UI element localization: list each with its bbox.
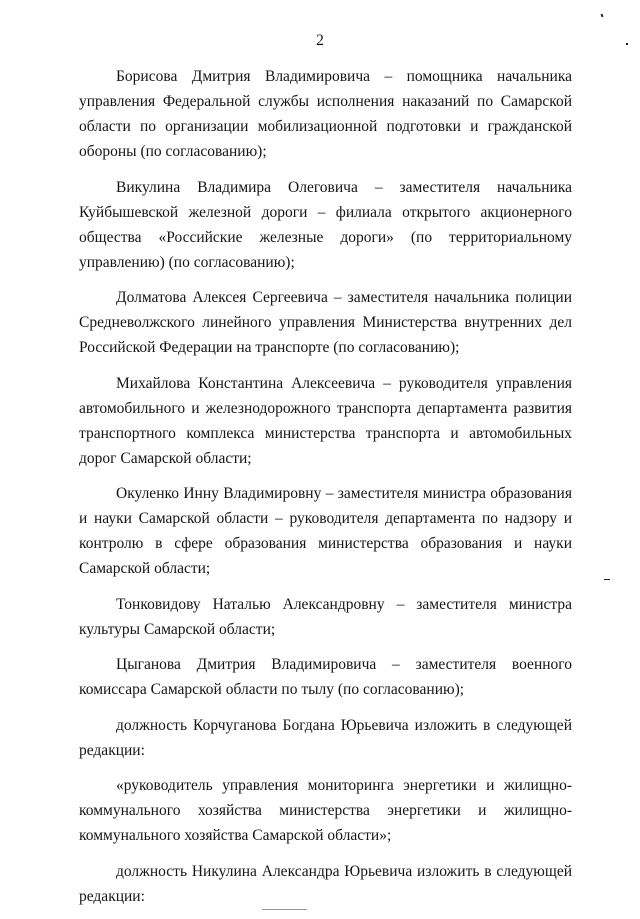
paragraph [79, 859, 572, 909]
text-line: коммунального хозяйства министерства энергетики и жилищно- [79, 802, 572, 819]
text-line: Куйбышевской железной дороги – филиала открытого акционерного [79, 203, 572, 221]
paragraph [79, 175, 572, 275]
paragraph [79, 773, 572, 848]
text-line: комиссара Самарской области по тылу (по согласованию); [79, 681, 465, 698]
paragraph [79, 371, 572, 471]
text-line: Цыганова Дмитрия Владимировича – заместителя военного [116, 656, 572, 673]
text-line: Долматова Алексея Сергеевича – заместителя начальника полиции [116, 289, 572, 306]
paragraph [79, 481, 572, 581]
text-line: дорог Самарской области; [79, 449, 252, 467]
text-line: редакции: [79, 741, 145, 759]
scan-speck [601, 14, 604, 18]
text-line: Борисова Дмитрия Владимировича – помощника начальника [116, 68, 572, 85]
text-line: Окуленко Инну Владимировну – заместителя министра образования [116, 485, 572, 502]
text-line: Тонковидову Наталью Александровну – заместителя министра [116, 595, 572, 613]
text-line: транспортного комплекса министерства транспорта и автомобильных [79, 424, 572, 442]
text-line: управлению) (по согласованию); [79, 253, 295, 271]
text-line: области по организации мобилизационной подготовки и гражданской [79, 118, 572, 135]
text-line: автомобильного и железнодорожного транспорта департамента развития [79, 399, 572, 417]
text-line: контролю в сфере образования министерства образования и науки [79, 535, 572, 552]
text-line: Самарской области; [79, 560, 211, 577]
paragraph [79, 64, 572, 164]
text-line: коммунального хозяйства Самарской области»; [79, 827, 392, 844]
text-line: «руководитель управления мониторинга энергетики и жилищно- [116, 777, 572, 794]
scan-speck [626, 43, 628, 45]
document-body [79, 64, 572, 919]
text-line: Средневолжского линейного управления Министерства внутренних дел [79, 314, 572, 331]
paragraph [79, 285, 572, 360]
text-line: управления Федеральной службы исполнения наказаний по Самарской [79, 93, 572, 110]
text-line: должность Никулина Александра Юрьевича изложить в следующей [116, 862, 572, 880]
text-line: Михайлова Константина Алексеевича – руководителя управления [116, 374, 572, 392]
paragraph [79, 592, 572, 642]
text-line: обороны (по согласованию); [79, 143, 267, 160]
text-line: культуры Самарской области; [79, 620, 276, 638]
text-line: должность Корчуганова Богдана Юрьевича изложить в следующей [116, 716, 572, 734]
text-line: Российской Федерации на транспорте (по согласованию); [79, 339, 460, 356]
scan-speck [604, 579, 610, 580]
text-line: и науки Самарской области – руководителя департамента по надзору и [79, 510, 572, 527]
text-line: общества «Российские железные дороги» (по территориальному [79, 228, 572, 246]
paragraph [79, 713, 572, 763]
paragraph [79, 652, 572, 702]
text-line: Викулина Владимира Олеговича – заместителя начальника [116, 178, 572, 196]
scan-speck [262, 909, 307, 910]
text-line: редакции: [79, 887, 145, 905]
page-number: 2 [316, 32, 324, 49]
